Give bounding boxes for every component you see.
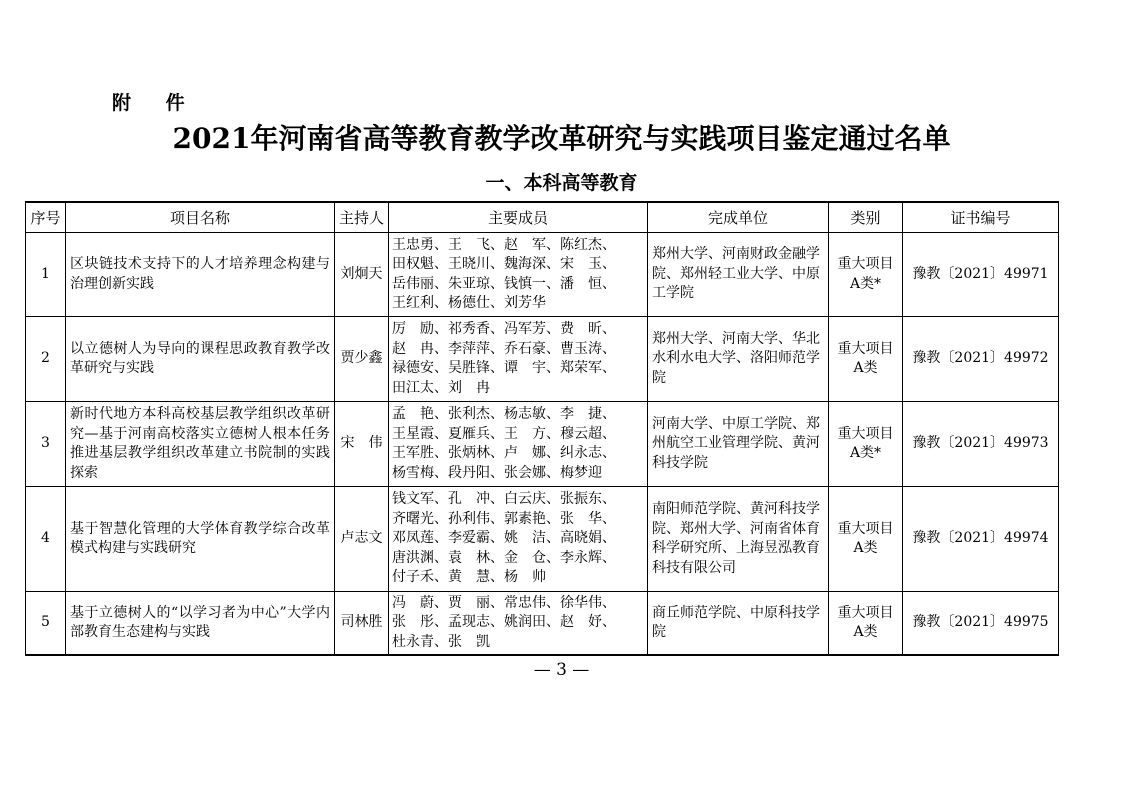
page-number: — 3 — [533, 660, 590, 680]
member-line: 孟 艳、张利杰、杨志敏、李 捷、 [392, 406, 616, 422]
member-line: 杜永青、张 凯 [392, 633, 490, 650]
cell-units: 郑州大学、河南大学、华北水利水电大学、洛阳师范学院 [648, 317, 829, 402]
cell-units: 河南大学、中原工学院、郑州航空工业管理学院、黄河科技学院 [648, 402, 829, 487]
cell-project-name: 以立德树人为导向的课程思政教育教学改革研究与实践 [66, 317, 335, 402]
member-line: 钱文军、孔 冲、白云庆、张振东、 [392, 491, 616, 508]
cell-no: 3 [26, 402, 66, 487]
member-line: 王军胜、张炳林、卢 娜、纠永志、 [392, 445, 616, 461]
header-no: 序号 [26, 202, 66, 233]
cell-members [389, 487, 648, 592]
cell-category: 重大项目A类* [829, 233, 903, 317]
cell-host: 贾少鑫 [335, 317, 389, 402]
member-line: 岳伟丽、朱亚琼、钱慎一、潘 恒、 [392, 275, 616, 292]
cell-category: 重大项目A类 [829, 487, 903, 592]
table-row [26, 233, 1059, 317]
cell-units: 南阳师范学院、黄河科技学院、郑州大学、河南省体育科学研究所、上海昱泓教育科技有限公司 [648, 487, 829, 592]
cell-no: 5 [26, 592, 66, 656]
member-line: 厉 励、祁秀香、冯军芳、费 昕、 [392, 321, 616, 337]
table-row [26, 402, 1059, 487]
member-line: 田江太、刘 冉 [392, 379, 490, 396]
table-row [26, 487, 1059, 592]
cell-category: 重大项目A类 [829, 592, 903, 656]
cell-no: 1 [26, 233, 66, 317]
cell-no: 4 [26, 487, 66, 592]
cell-units: 商丘师范学院、中原科技学院 [648, 592, 829, 656]
table-row [26, 317, 1059, 402]
member-line: 冯 蔚、贾 丽、常忠伟、徐华伟、 [392, 594, 616, 611]
member-line: 赵 冉、李萍萍、乔石豪、曹玉涛、 [392, 340, 616, 357]
cell-project-name: 基于智慧化管理的大学体育教学综合改革模式构建与实践研究 [66, 487, 335, 592]
table-row [26, 592, 1059, 656]
member-line: 王忠勇、王 飞、赵 军、陈红杰、 [392, 236, 616, 253]
header-category: 类别 [829, 202, 903, 233]
header-cert: 证书编号 [903, 202, 1059, 233]
document-title: 2021年河南省高等教育教学改革研究与实践项目鉴定通过名单 [172, 122, 951, 155]
member-line: 付子禾、黄 慧、杨 帅 [392, 569, 546, 586]
cell-category: 重大项目A类 [829, 317, 903, 402]
cell-members [389, 233, 648, 317]
cell-cert: 豫教〔2021〕49971 [903, 233, 1059, 317]
cell-host: 司林胜 [335, 592, 389, 656]
project-table [25, 201, 1059, 656]
cell-host: 宋 伟 [335, 402, 389, 487]
member-line: 张 彤、孟现志、姚润田、赵 妤、 [392, 614, 616, 631]
cell-category: 重大项目A类* [829, 402, 903, 487]
cell-cert: 豫教〔2021〕49974 [903, 487, 1059, 592]
attachment-label: 附 件 [112, 92, 199, 114]
member-line: 唐洪渊、袁 林、金 仓、李永辉、 [392, 549, 616, 566]
cell-units: 郑州大学、河南财政金融学院、郑州轻工业大学、中原工学院 [648, 233, 829, 317]
member-line: 田权魁、王晓川、魏海深、宋 玉、 [392, 256, 616, 272]
cell-host: 刘炯天 [335, 233, 389, 317]
member-line: 杨雪梅、段丹阳、张会娜、梅梦迎 [392, 464, 602, 481]
cell-no: 2 [26, 317, 66, 402]
header-host: 主持人 [335, 202, 389, 233]
member-line: 王红利、杨德仕、刘芳华 [392, 295, 546, 311]
member-line: 齐曙光、孙利伟、郭素艳、张 华、 [392, 510, 616, 527]
cell-host: 卢志文 [335, 487, 389, 592]
cell-members [389, 317, 648, 402]
cell-project-name: 基于立德树人的“以学习者为中心”大学内部教育生态建构与实践 [66, 592, 335, 656]
member-line: 禄德安、吴胜锋、谭 宇、郑荣军、 [392, 360, 616, 376]
cell-cert: 豫教〔2021〕49972 [903, 317, 1059, 402]
cell-cert: 豫教〔2021〕49973 [903, 402, 1059, 487]
cell-cert: 豫教〔2021〕49975 [903, 592, 1059, 656]
member-line: 邓凤莲、李爱霸、姚 洁、高晓娟、 [392, 530, 616, 547]
cell-members [389, 592, 648, 656]
cell-project-name: 新时代地方本科高校基层教学组织改革研究—基于河南高校落实立德树人根本任务推进基层教学组织改革建立书院制的实践探索 [66, 402, 335, 487]
table-header-row [26, 202, 1059, 233]
member-line: 王星霞、夏雁兵、王 方、穆云超、 [392, 425, 616, 442]
header-project-name: 项目名称 [66, 202, 335, 233]
header-units: 完成单位 [648, 202, 829, 233]
section-title: 一、本科高等教育 [485, 172, 638, 194]
cell-project-name: 区块链技术支持下的人才培养理念构建与治理创新实践 [66, 233, 335, 317]
cell-members [389, 402, 648, 487]
header-members: 主要成员 [389, 202, 648, 233]
